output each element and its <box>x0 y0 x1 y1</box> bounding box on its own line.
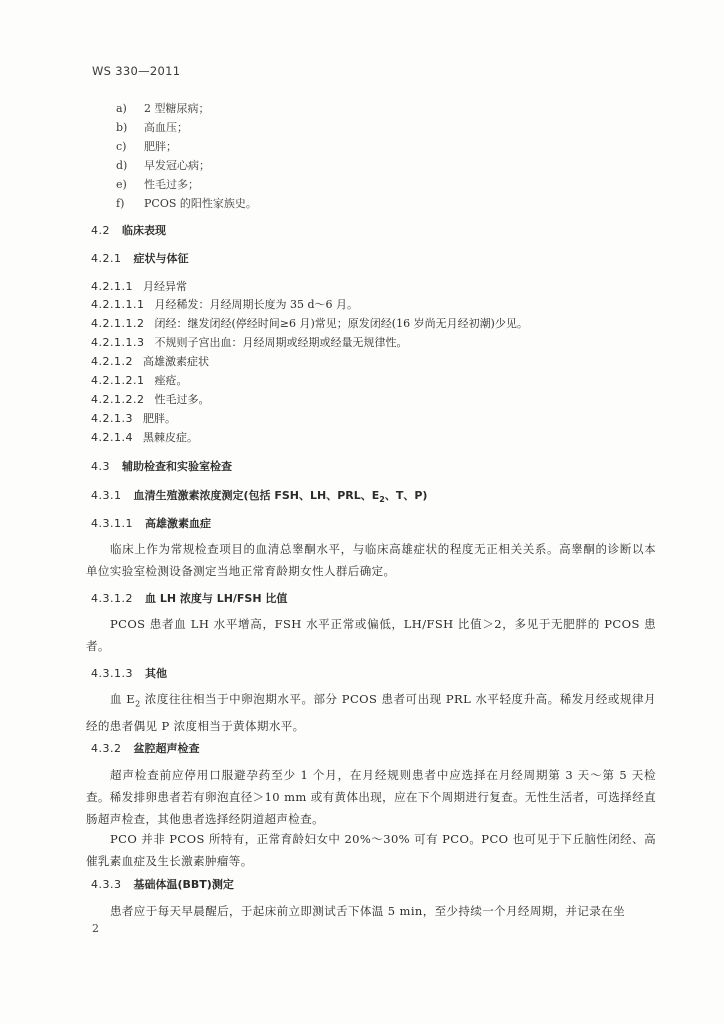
clause-number: 4.2.1.1 <box>91 280 133 293</box>
paragraph-bbt: 患者应于每天早晨醒后，于起床前立即测试舌下体温 5 min，至少持续一个月经周期，并记录在坐 <box>110 904 626 918</box>
paragraph-text-a: 血 E <box>110 692 136 706</box>
section-heading-4-2 <box>91 222 166 238</box>
list-item <box>116 195 257 211</box>
section-number: 4.3.1 <box>91 489 122 502</box>
clause-text: 黑棘皮症。 <box>142 431 198 444</box>
list-marker: e) <box>116 178 127 191</box>
clause-4-2-1-1-2 <box>91 315 528 331</box>
list-text: PCOS 的阳性家族史。 <box>144 197 257 210</box>
section-heading-4-3-2 <box>91 740 200 756</box>
section-title: 其他 <box>144 667 167 680</box>
list-marker: f) <box>116 197 125 210</box>
list-item <box>116 138 177 154</box>
section-number: 4.3 <box>91 460 110 473</box>
list-marker: a) <box>116 102 127 115</box>
clause-number: 4.2.1.4 <box>91 431 133 444</box>
section-heading-4-3-1 <box>91 487 427 504</box>
section-number: 4.2 <box>91 224 110 237</box>
clause-text: 月经稀发：月经周期长度为 35 d～6 月。 <box>154 298 359 311</box>
clause-number: 4.2.1.2.2 <box>91 393 145 406</box>
section-number: 4.3.1.1 <box>91 517 133 530</box>
list-text: 2 型糖尿病； <box>144 102 210 115</box>
list-marker: b) <box>116 121 128 134</box>
subscript: 2 <box>135 699 141 709</box>
section-heading-4-2-1 <box>91 250 189 266</box>
section-heading-4-3-1-2 <box>91 590 287 606</box>
list-text: 肥胖； <box>144 140 177 153</box>
paragraph-hyperandrogenemia: 临床上作为常规检查项目的血清总睾酮水平，与临床高雄症状的程度无正相关关系。高睾酮的诊断以本单位实验室检测设备测定当地正常育龄期女性人群后确定。 <box>86 542 656 578</box>
clause-text: 不规则子宫出血：月经周期或经期或经量无规律性。 <box>154 336 408 349</box>
clause-number: 4.2.1.1.1 <box>91 298 145 311</box>
section-title: 高雄激素血症 <box>144 517 211 530</box>
clause-4-2-1-2-2 <box>91 391 209 407</box>
clause-4-2-1-4 <box>91 429 198 445</box>
section-title: 辅助检查和实验室检查 <box>122 460 232 473</box>
paragraph-ultrasound-2: PCO 并非 PCOS 所特有，正常育龄妇女中 20%～30% 可有 PCO。PCO 也可见于下丘脑性闭经、高催乳素血症及生长激素肿瘤等。 <box>86 832 656 868</box>
clause-text: 高雄激素症状 <box>142 355 209 368</box>
section-title: 临床表现 <box>122 224 166 237</box>
list-text: 早发冠心病； <box>144 159 210 172</box>
section-title: 盆腔超声检查 <box>133 742 200 755</box>
section-heading-4-3-1-1 <box>91 515 211 531</box>
section-heading-4-3-1-3 <box>91 665 167 681</box>
clause-number: 4.2.1.1.3 <box>91 336 145 349</box>
clause-4-2-1-3 <box>91 410 176 426</box>
list-marker: c) <box>116 140 127 153</box>
clause-number: 4.2.1.1.2 <box>91 317 145 330</box>
section-title: 血 LH 浓度与 LH/FSH 比值 <box>144 592 288 605</box>
section-number: 4.3.3 <box>91 878 122 891</box>
paragraph-other <box>86 688 656 737</box>
clause-4-2-1-2 <box>91 353 209 369</box>
clause-text: 肥胖。 <box>142 412 176 425</box>
clause-4-2-1-1-3 <box>91 334 407 350</box>
clause-4-2-1-1-1 <box>91 296 358 312</box>
list-marker: d) <box>116 159 128 172</box>
list-item <box>116 100 210 116</box>
subscript: 2 <box>379 495 385 505</box>
section-number: 4.3.1.2 <box>91 592 133 605</box>
list-item <box>116 176 199 192</box>
clause-number: 4.2.1.2.1 <box>91 374 145 387</box>
list-item <box>116 119 188 135</box>
section-title-b: 、T、P) <box>384 489 428 502</box>
section-title: 症状与体征 <box>133 252 189 265</box>
list-text: 高血压； <box>144 121 188 134</box>
clause-number: 4.2.1.2 <box>91 355 133 368</box>
section-heading-4-3-3 <box>91 876 234 892</box>
paragraph-ultrasound-1: 超声检查前应停用口服避孕药至少 1 个月，在月经规则患者中应选择在月经周期第 3 天～第 5 天检查。稀发排卵患者若有卵泡直径＞10 mm 或有黄体出现，应在下个周期进行复查。无性生活者，可选择经直肠超声检查，其他患者选择经阴道超声检查。 <box>86 768 656 826</box>
section-title-a: 血清生殖激素浓度测定(包括 FSH、LH、PRL、E <box>133 489 380 502</box>
section-number: 4.3.1.3 <box>91 667 133 680</box>
clause-text: 痤疮。 <box>154 374 188 387</box>
page-number: 2 <box>92 922 99 935</box>
clause-text: 闭经：继发闭经(停经时间≥6 月)常见；原发闭经(16 岁尚无月经初潮)少见。 <box>154 317 528 330</box>
paragraph-lh-fsh: PCOS 患者血 LH 水平增高，FSH 水平正常或偏低，LH/FSH 比值＞2，多见于无肥胖的 PCOS 患者。 <box>86 617 656 653</box>
clause-4-2-1-2-1 <box>91 372 187 388</box>
paragraph-text-b: 浓度往往相当于中卵泡期水平。部分 PCOS 患者可出现 PRL 水平轻度升高。稀发月经或规律月经的患者偶见 P 浓度相当于黄体期水平。 <box>86 692 656 734</box>
list-text: 性毛过多； <box>144 178 199 191</box>
section-heading-4-3 <box>91 458 232 474</box>
section-title: 基础体温(BBT)测定 <box>133 878 234 891</box>
clause-text: 性毛过多。 <box>154 393 210 406</box>
standard-code: WS 330—2011 <box>92 64 181 78</box>
section-number: 4.2.1 <box>91 252 122 265</box>
clause-number: 4.2.1.3 <box>91 412 133 425</box>
clause-4-2-1-1 <box>91 278 187 294</box>
clause-text: 月经异常 <box>142 280 187 293</box>
list-item <box>116 157 210 173</box>
section-number: 4.3.2 <box>91 742 122 755</box>
